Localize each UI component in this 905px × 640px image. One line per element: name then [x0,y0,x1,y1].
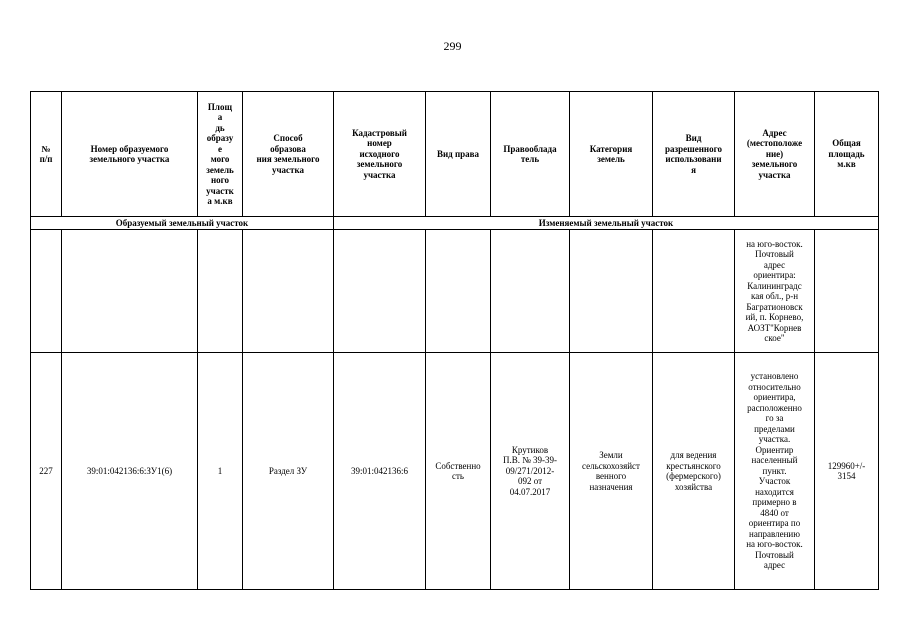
header-cell: Общая площадь м.кв [815,92,879,217]
empty-cell [491,230,570,353]
empty-cell [334,230,426,353]
empty-cell [653,230,735,353]
land-category: Земли сельскохозяйст венного назначения [570,353,653,590]
header-row [31,92,879,217]
source-cadastral-number: 39:01:042136:6 [334,353,426,590]
empty-cell [62,230,198,353]
page-number: 299 [443,39,462,53]
row-number: 227 [31,353,62,590]
empty-cell [243,230,334,353]
header-cell: Адрес (местоположе ние) земельного участка [735,92,815,217]
empty-cell [31,230,62,353]
address-cell: на юго-восток. Почтовый адрес ориентира: Калининградс кая обл., р-н Багратионовск ий, п. Корнево, АОЗТ"Корнев ское" [735,230,815,353]
section-formed: Образуемый земельный участок [31,217,334,230]
empty-cell [815,230,879,353]
header-cell: Способ образова ния земельного участка [243,92,334,217]
formation-method: Раздел ЗУ [243,353,334,590]
header-cell: Правооблада тель [491,92,570,217]
permitted-use: для ведения крестьянского (фермерского) хозяйства [653,353,735,590]
header-cell: Кадастровый номер исходного земельного участка [334,92,426,217]
empty-cell [570,230,653,353]
right-holder: Крутиков П.В. № 39-39- 09/271/2012- 092 от 04.07.2017 [491,353,570,590]
header-cell: Категория земель [570,92,653,217]
right-type: Собственно сть [426,353,491,590]
header-cell: Вид права [426,92,491,217]
area: 1 [198,353,243,590]
table-row-continuation [31,230,879,353]
address-cell: установлено относительно ориентира, расположенно го за пределами участка. Ориентир населенный пункт. Участок находится примерно в 4840 от ориентира по направлению на юго-восток. Почтовый адрес [735,353,815,590]
header-cell: Вид разрешенного использовани я [653,92,735,217]
header-cell: Площ а дь образу е мого земель ного участк а м.кв [198,92,243,217]
land-parcel-table [30,91,879,590]
table-row [31,353,879,590]
empty-cell [198,230,243,353]
header-cell: № п/п [31,92,62,217]
empty-cell [426,230,491,353]
header-cell: Номер образуемого земельного участка [62,92,198,217]
section-changed: Изменяемый земельный участок [334,217,879,230]
section-row [31,217,879,230]
total-area: 129960+/- 3154 [815,353,879,590]
parcel-number: 39:01:042136:6:ЗУ1(6) [62,353,198,590]
